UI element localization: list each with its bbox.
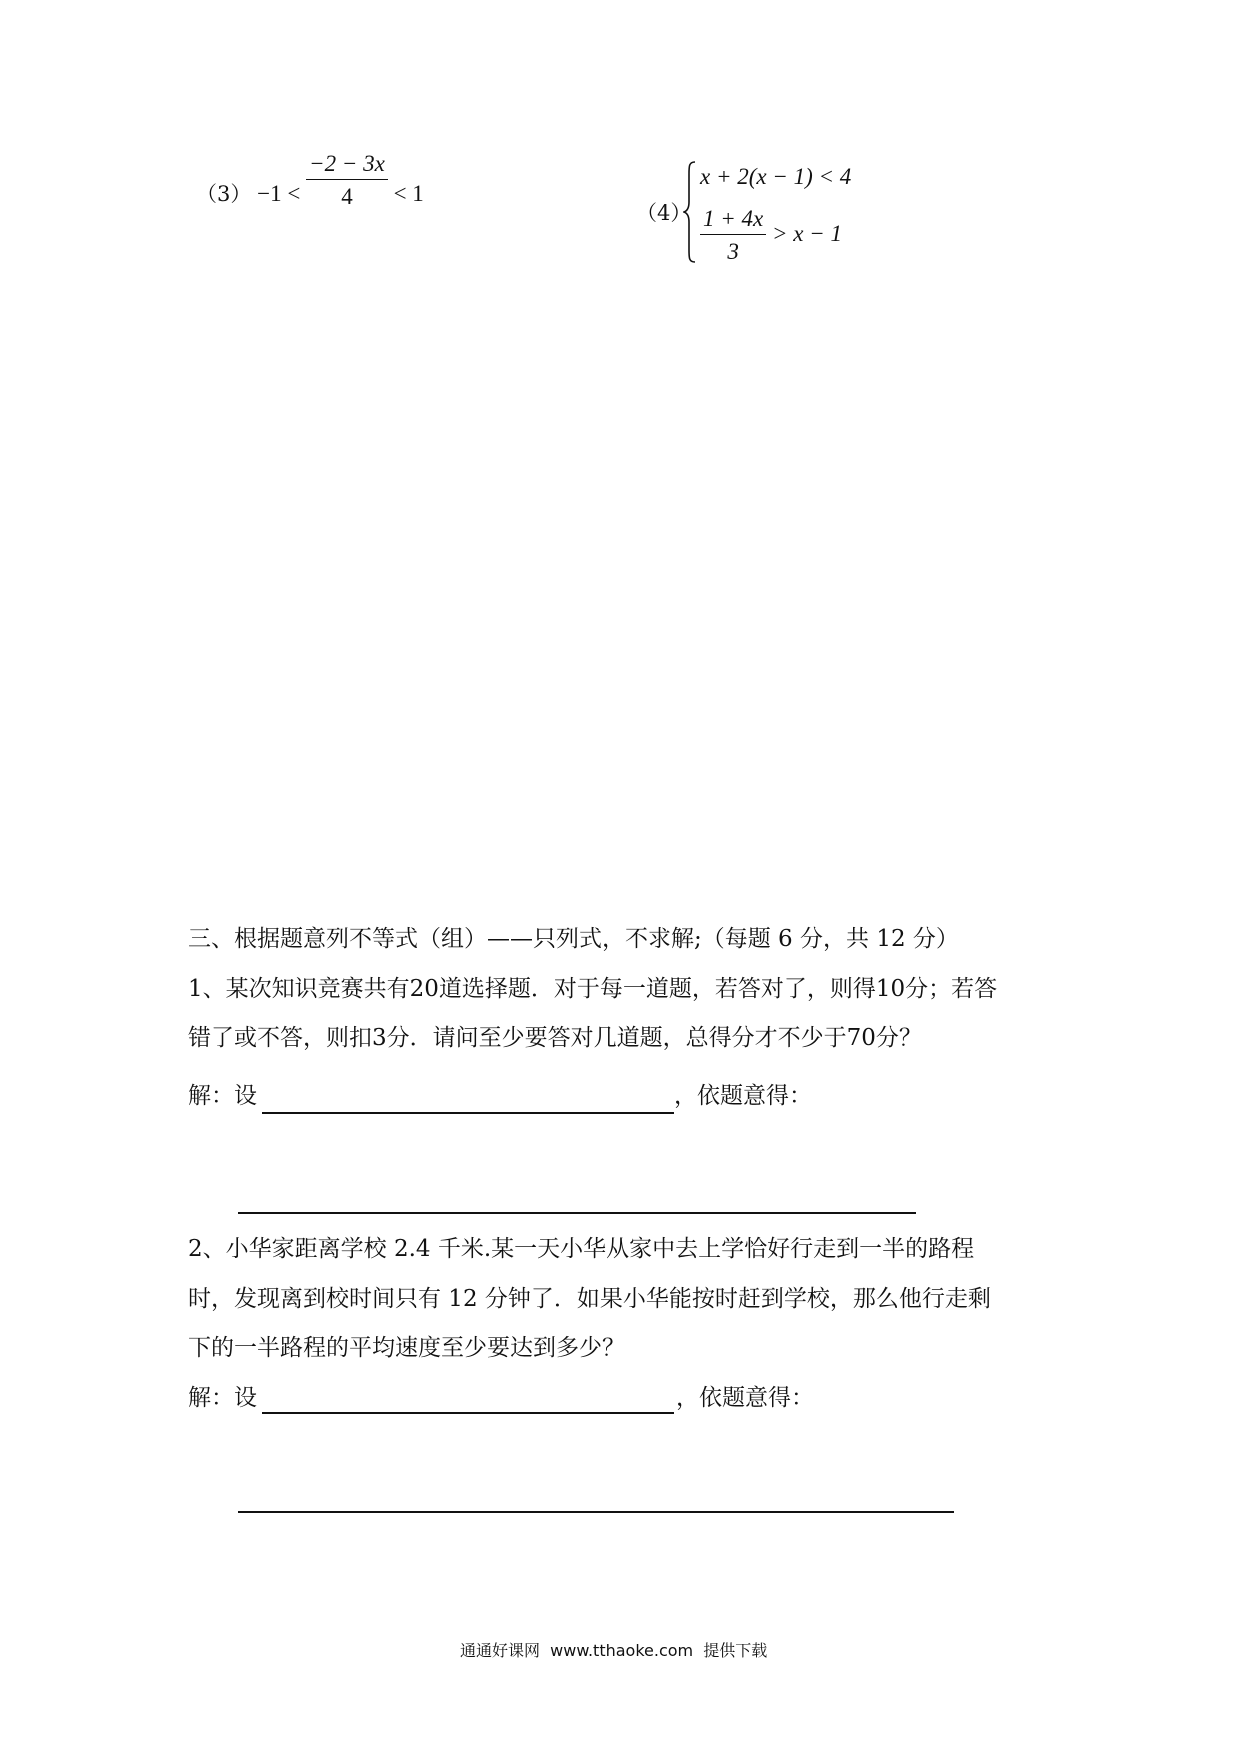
problem-4-fraction xyxy=(700,206,766,265)
problem-4-line2 xyxy=(700,206,842,265)
problem-4-label: （4） xyxy=(636,201,692,225)
problem-4-numerator: 1 + 4x xyxy=(700,206,766,235)
problem-3-label: （3） xyxy=(196,182,252,206)
problem-4-denominator: 3 xyxy=(727,239,739,264)
problem-3-right: < 1 xyxy=(393,181,424,206)
q2-answer-line[interactable] xyxy=(238,1511,954,1513)
problem-3 xyxy=(196,151,424,210)
q1-variable-blank[interactable] xyxy=(262,1112,674,1114)
q1-answer-line[interactable] xyxy=(238,1212,916,1214)
problem-3-numerator: −2 − 3x xyxy=(306,151,388,180)
q1-line1: 1、某次知识竞赛共有20道选择题．对于每一道题，若答对了，则得10分；若答 xyxy=(188,976,998,1002)
q2-variable-blank[interactable] xyxy=(262,1412,674,1414)
page-footer: 通通好课网 www.tthaoke.com 提供下载 xyxy=(460,1641,768,1660)
q1-line2: 错了或不答，则扣3分．请问至少要答对几道题，总得分才不少于70分？ xyxy=(188,1025,922,1051)
brace-svg xyxy=(683,160,697,264)
problem-4-line2-right: > x − 1 xyxy=(771,220,842,246)
q2-line2: 时，发现离到校时间只有 12 分钟了．如果小华能按时赶到学校，那么他行走剩 xyxy=(188,1286,991,1312)
problem-3-denominator: 4 xyxy=(341,184,353,210)
q2-line1: 2、小华家距离学校 2.4 千米.某一天小华从家中去上学恰好行走到一半的路程 xyxy=(188,1236,975,1262)
problem-3-left: −1 < xyxy=(257,181,301,206)
q2-line3: 下的一半路程的平均速度至少要达到多少？ xyxy=(188,1335,625,1361)
q1-solve-prefix: 解：设 xyxy=(188,1083,257,1109)
problem-4-line1: x + 2(x − 1) < 4 xyxy=(700,164,852,189)
section-3-heading: 三、根据题意列不等式（组）——只列式，不求解;（每题 6 分，共 12 分） xyxy=(188,926,959,952)
q2-solve-prefix: 解：设 xyxy=(188,1385,257,1411)
system-brace-icon xyxy=(683,160,697,264)
q1-solve-suffix: ，依题意得： xyxy=(674,1083,812,1109)
problem-3-fraction xyxy=(306,151,388,210)
q2-solve-suffix: ，依题意得： xyxy=(676,1385,814,1411)
